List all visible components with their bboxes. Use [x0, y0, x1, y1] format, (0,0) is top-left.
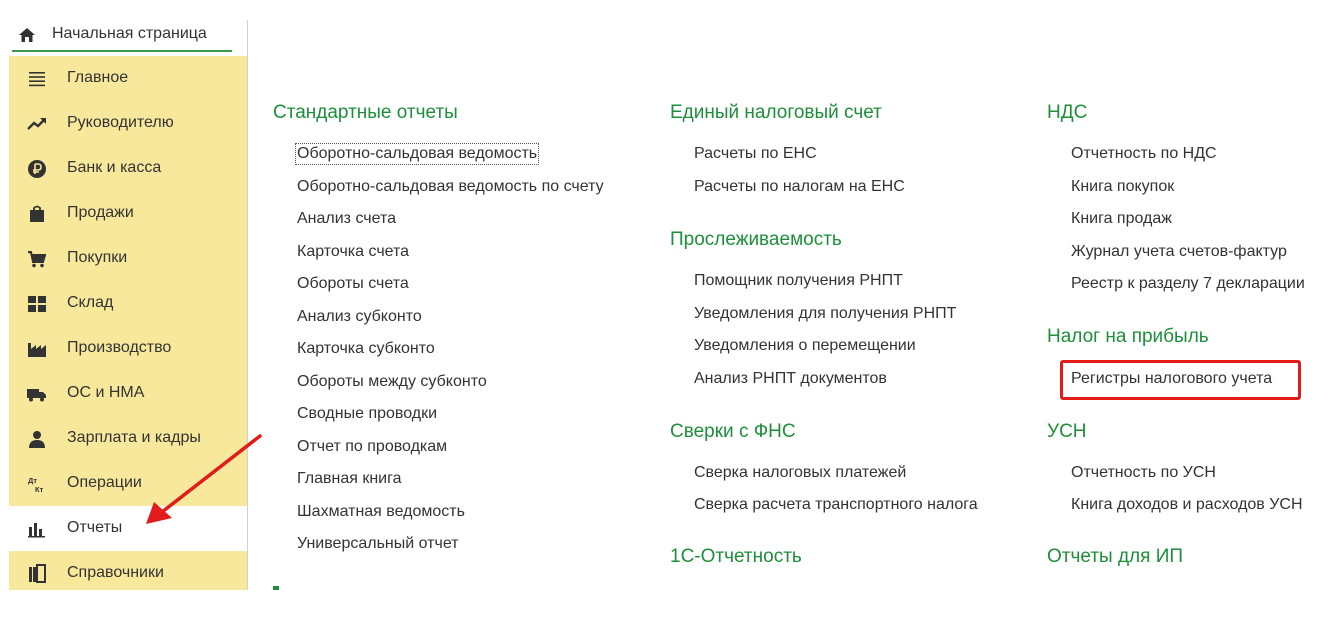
- group-title-ens: Единый налоговый счет: [670, 102, 882, 123]
- sidebar-item-label: Операции: [67, 474, 142, 491]
- person-icon: [27, 429, 47, 449]
- svg-text:Дт: Дт: [28, 476, 38, 485]
- link-income-expense-book[interactable]: Книга доходов и расходов УСН: [1071, 496, 1303, 513]
- link-transport-tax-reconciliation[interactable]: Сверка расчета транспортного налога: [694, 496, 978, 513]
- sidebar-item-label: Склад: [67, 294, 114, 311]
- bar-chart-icon: [27, 519, 47, 539]
- link-sales-book[interactable]: Книга продаж: [1071, 210, 1172, 227]
- link-movement-notifications[interactable]: Уведомления о перемещении: [694, 337, 916, 354]
- group-title-fns-reconciliation: Сверки с ФНС: [670, 421, 796, 442]
- next-group-title-cut: [273, 586, 279, 590]
- group-title-usn: УСН: [1047, 421, 1087, 442]
- link-ens-tax-settlements[interactable]: Расчеты по налогам на ЕНС: [694, 178, 905, 195]
- factory-icon: [27, 339, 47, 359]
- home-tab[interactable]: [12, 20, 232, 52]
- link-rnpt-documents-analysis[interactable]: Анализ РНПТ документов: [694, 370, 887, 387]
- link-ens-settlements[interactable]: Расчеты по ЕНС: [694, 145, 817, 162]
- link-rnpt-assistant[interactable]: Помощник получения РНПТ: [694, 272, 903, 289]
- link-entries-report[interactable]: Отчет по проводкам: [297, 438, 448, 455]
- link-account-turnovers[interactable]: Обороты счета: [297, 275, 409, 292]
- link-vat-reporting[interactable]: Отчетность по НДС: [1071, 145, 1217, 162]
- link-section7-register[interactable]: Реестр к разделу 7 декларации: [1071, 275, 1305, 292]
- sidebar-item-label: Покупки: [67, 249, 128, 266]
- group-title-standard-reports: Стандартные отчеты: [273, 102, 458, 123]
- link-turnover-balance-by-account[interactable]: Оборотно-сальдовая ведомость по счету: [297, 178, 604, 195]
- sidebar-item-fixed-assets[interactable]: [9, 371, 247, 416]
- truck-icon: [27, 384, 47, 404]
- sidebar-item-label: Отчеты: [67, 519, 123, 536]
- link-subconto-card[interactable]: Карточка субконто: [297, 340, 435, 357]
- link-subconto-analysis[interactable]: Анализ субконто: [297, 308, 422, 325]
- home-icon: [18, 27, 36, 43]
- cart-icon: [27, 249, 47, 269]
- link-rnpt-notifications[interactable]: Уведомления для получения РНПТ: [694, 305, 957, 322]
- link-summary-entries[interactable]: Сводные проводки: [297, 405, 438, 422]
- sidebar-item-sales[interactable]: [9, 191, 247, 236]
- ruble-coin-icon: [27, 159, 47, 179]
- group-title-tracing: Прослеживаемость: [670, 229, 842, 250]
- annotation-arrow-icon: [140, 430, 270, 530]
- link-subconto-turnovers[interactable]: Обороты между субконто: [297, 373, 487, 390]
- sidebar-item-bank[interactable]: [9, 146, 247, 191]
- link-account-card[interactable]: Карточка счета: [297, 243, 410, 260]
- link-usn-reporting[interactable]: Отчетность по УСН: [1071, 464, 1216, 481]
- warehouse-grid-icon: [27, 294, 47, 314]
- sidebar-item-directories[interactable]: [9, 551, 247, 596]
- menu-lines-icon: [27, 69, 47, 89]
- link-turnover-balance-sheet[interactable]: Оборотно-сальдовая ведомость: [297, 145, 538, 162]
- debit-credit-icon: [27, 474, 47, 494]
- sidebar-item-warehouse[interactable]: [9, 281, 247, 326]
- sidebar-item-label: Руководителю: [67, 114, 174, 131]
- sidebar-item-purchases[interactable]: [9, 236, 247, 281]
- home-tab-label: Начальная страница: [52, 25, 207, 42]
- group-title-1c-reporting[interactable]: 1С-Отчетность: [670, 546, 802, 567]
- books-icon: [27, 564, 47, 584]
- sidebar-item-label: Зарплата и кадры: [67, 429, 201, 446]
- sidebar-item-manager[interactable]: [9, 101, 247, 146]
- sidebar-item-label: Главное: [67, 69, 129, 86]
- link-purchase-book[interactable]: Книга покупок: [1071, 178, 1175, 195]
- svg-text:Кт: Кт: [35, 485, 44, 494]
- sidebar-item-label: Справочники: [67, 564, 164, 581]
- trend-up-icon: [27, 114, 47, 134]
- group-title-ip-reports: Отчеты для ИП: [1047, 546, 1184, 567]
- sidebar-item-label: ОС и НМА: [67, 384, 145, 401]
- sidebar-item-label: Производство: [67, 339, 172, 356]
- link-universal-report[interactable]: Универсальный отчет: [297, 535, 459, 552]
- group-title-vat: НДС: [1047, 102, 1088, 123]
- shopping-bag-icon: [27, 204, 47, 224]
- group-title-profit-tax: Налог на прибыль: [1047, 326, 1209, 347]
- link-chess-sheet[interactable]: Шахматная ведомость: [297, 503, 465, 520]
- sidebar-item-production[interactable]: [9, 326, 247, 371]
- link-tax-payments-reconciliation[interactable]: Сверка налоговых платежей: [694, 464, 907, 481]
- sidebar-item-main[interactable]: [9, 56, 247, 101]
- link-invoice-journal[interactable]: Журнал учета счетов-фактур: [1071, 243, 1287, 260]
- link-general-ledger[interactable]: Главная книга: [297, 470, 402, 487]
- highlight-box: [1060, 360, 1301, 400]
- link-account-analysis[interactable]: Анализ счета: [297, 210, 397, 227]
- link-tax-accounting-registers[interactable]: Регистры налогового учета: [1071, 370, 1273, 387]
- sidebar-item-label: Банк и касса: [67, 159, 162, 176]
- sidebar-item-label: Продажи: [67, 204, 134, 221]
